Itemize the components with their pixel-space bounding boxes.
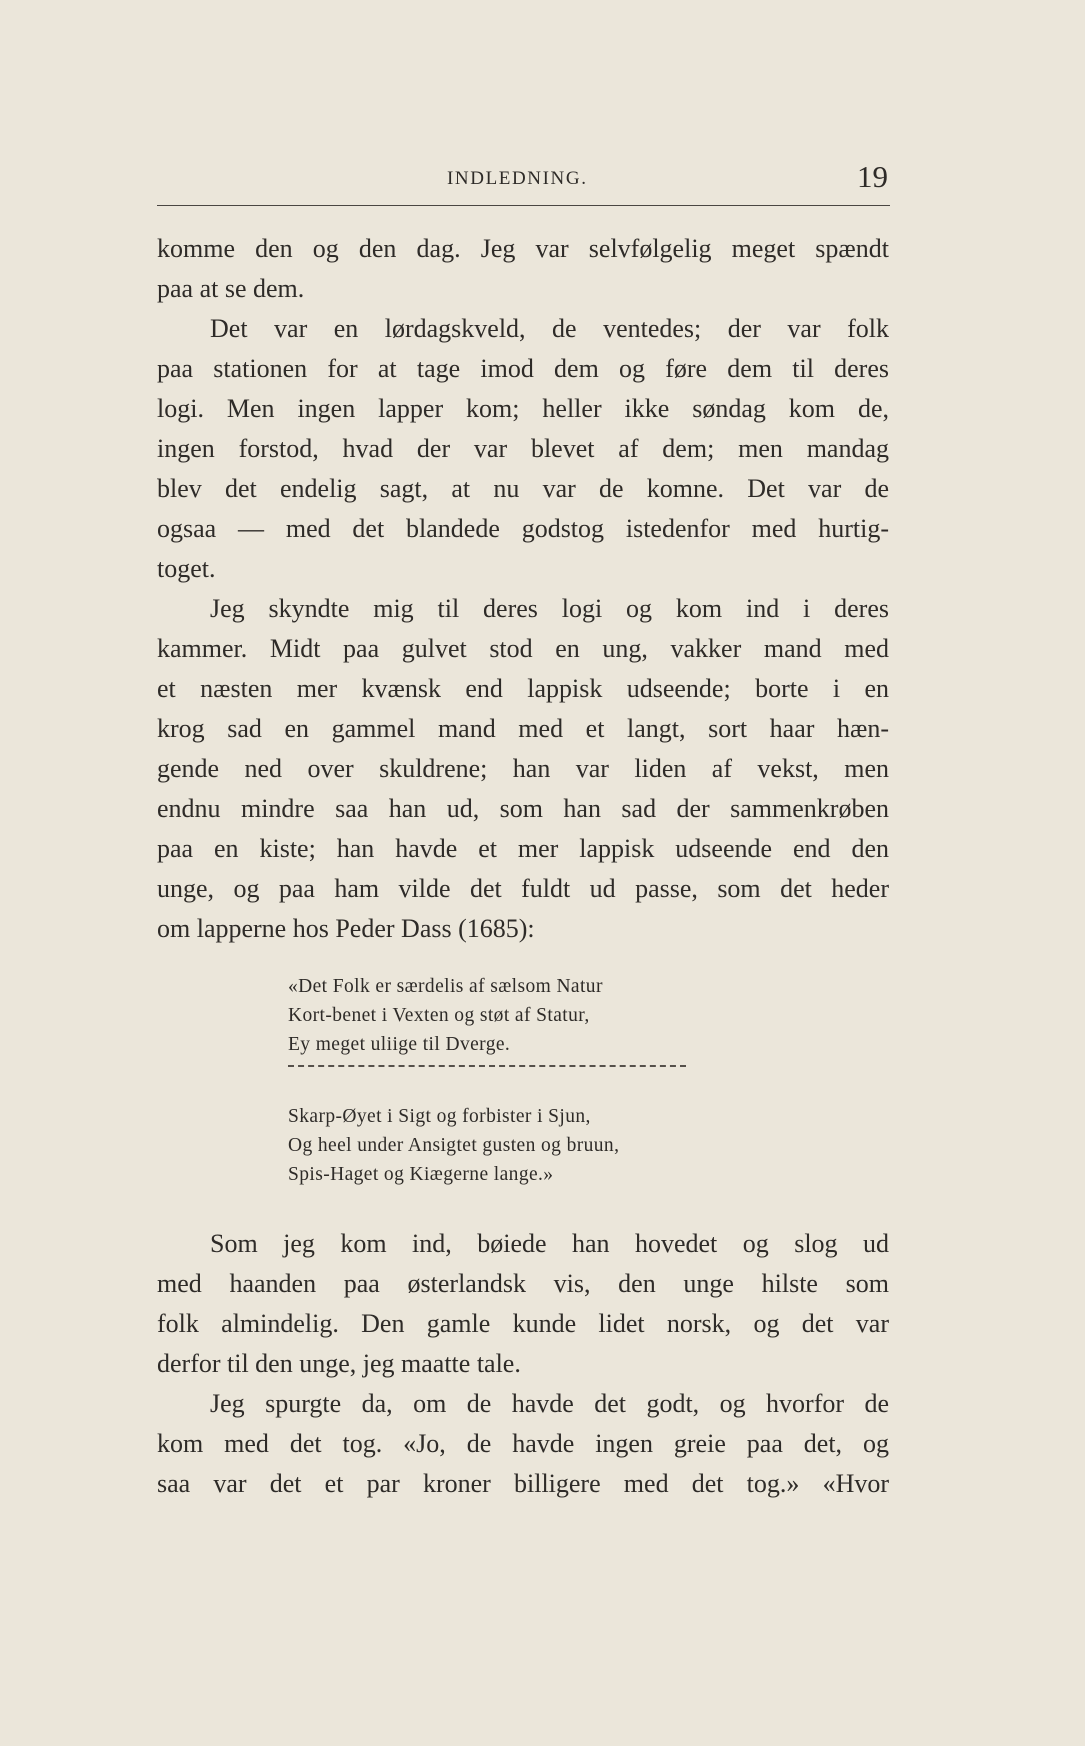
text-line: kammer. Midt paa gulvet stod en ung, vakker mand med <box>157 634 889 663</box>
verse-quote-first <box>288 972 808 1059</box>
text-line: endnu mindre saa han ud, som han sad der sammenkrøben <box>157 794 889 823</box>
text-line: logi. Men ingen lapper kom; heller ikke søndag kom de, <box>157 394 889 423</box>
verse-quote-second <box>288 1102 808 1189</box>
verse-line: Skarp-Øyet i Sigt og forbister i Sjun, <box>288 1106 591 1127</box>
text-line: Jeg spurgte da, om de havde det godt, og hvorfor de <box>210 1389 889 1418</box>
body-text-bottom <box>157 1224 889 1504</box>
verse-line: Spis-Haget og Kiægerne lange.» <box>288 1164 554 1185</box>
text-line: blev det endelig sagt, at nu var de komne. Det var de <box>157 474 889 503</box>
text-line: kom med det tog. «Jo, de havde ingen greie paa det, og <box>157 1429 889 1458</box>
page-header <box>157 159 890 206</box>
text-line: paa stationen for at tage imod dem og føre dem til deres <box>157 354 889 383</box>
text-line: ingen forstod, hvad der var blevet af dem; men mandag <box>157 434 889 463</box>
text-line: paa en kiste; han havde et mer lappisk udseende end den <box>157 834 889 863</box>
header-rule <box>157 205 890 206</box>
text-line: Som jeg kom ind, bøiede han hovedet og slog ud <box>210 1229 889 1258</box>
text-line: gende ned over skuldrene; han var liden af vekst, men <box>157 754 889 783</box>
text-line: med haanden paa østerlandsk vis, den unge hilste som <box>157 1269 889 1298</box>
text-line: unge, og paa ham vilde det fuldt ud passe, som det heder <box>157 874 889 903</box>
verse-line: Kort-benet i Vexten og støt af Statur, <box>288 1005 590 1026</box>
text-line: folk almindelig. Den gamle kunde lidet norsk, og det var <box>157 1309 889 1338</box>
text-line: toget. <box>157 554 216 583</box>
text-line: derfor til den unge, jeg maatte tale. <box>157 1349 521 1378</box>
text-line: Det var en lørdagskveld, de ventedes; der var folk <box>210 314 889 343</box>
text-line: komme den og den dag. Jeg var selvfølgelig meget spændt <box>157 234 889 263</box>
text-line: saa var det et par kroner billigere med det tog.» «Hvor <box>157 1469 889 1498</box>
verse-ellipsis-dashes <box>288 1065 686 1067</box>
body-text-top <box>157 229 889 949</box>
text-line: Jeg skyndte mig til deres logi og kom ind i deres <box>210 594 889 623</box>
text-line: krog sad en gammel mand med et langt, sort haar hæn- <box>157 714 889 743</box>
text-line: et næsten mer kvænsk end lappisk udseende; borte i en <box>157 674 889 703</box>
verse-line: «Det Folk er særdelis af sælsom Natur <box>288 976 603 997</box>
verse-line: Ey meget uliige til Dverge. <box>288 1034 511 1055</box>
text-line: paa at se dem. <box>157 274 305 303</box>
running-head: INDLEDNING. <box>447 168 588 189</box>
verse-line: Og heel under Ansigtet gusten og bruun, <box>288 1135 620 1156</box>
text-line: ogsaa — med det blandede godstog istedenfor med hurtig- <box>157 514 889 543</box>
page-number: 19 <box>857 159 888 194</box>
text-line: om lapperne hos Peder Dass (1685): <box>157 914 535 943</box>
